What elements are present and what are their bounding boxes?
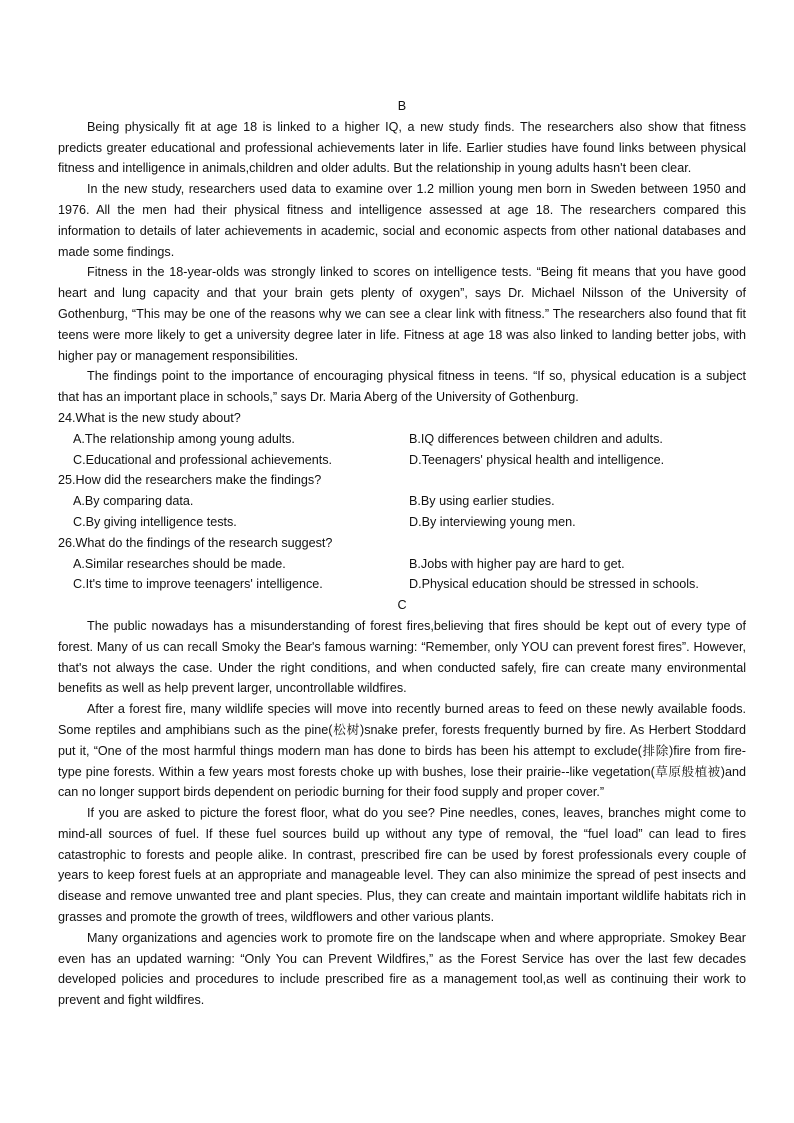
option-c: C.It's time to improve teenagers' intelligence.: [73, 577, 323, 592]
section-b-label: B: [397, 99, 407, 113]
question-options: [58, 429, 746, 471]
option-c: C.By giving intelligence tests.: [73, 514, 237, 529]
option-d: D.By interviewing young men.: [409, 514, 576, 529]
section-c-paragraph-3: If you are asked to picture the forest floor, what do you see? Pine needles, cones, leaves, branches might come to mind-all sources of fuel. If these fuel sources build up without any type of removal, the “fuel load” can lead to fires catastrophic to forests and people alike. In contrast, prescribed fire can be used by forest professionals every couple of years to keep forest fuels at an appropriate and manageable level. They can also minimize the spread of pest insects and disease and remove unwanted tree and plant species. Plus, they can create and maintain important wildlife habitats rich in grasses and promote the growth of trees, wildflowers and other various plants.: [58, 806, 746, 925]
option-c: C.Educational and professional achievements.: [73, 452, 333, 467]
option-d: D.Teenagers' physical health and intelligence.: [409, 452, 665, 467]
option-a: A.The relationship among young adults.: [73, 431, 295, 446]
question-options: [58, 554, 746, 596]
section-c-label: C: [397, 598, 407, 613]
question-stem: 25.How did the researchers make the findings?: [58, 473, 322, 488]
section-c-paragraph-1: The public nowadays has a misunderstanding of forest fires,believing that fires should be kept out of every type of forest. Many of us can recall Smoky the Bear's famous warning: “Remember, only YOU can prevent forest fires”. However, that's not always the case. Under the right conditions, and when conducted safely, fire can create many environmental benefits as well as help prevent larger, uncontrollable wildfires.: [58, 618, 746, 696]
question-stem: 24.What is the new study about?: [58, 410, 241, 425]
question-options: [58, 491, 746, 533]
question-24: [58, 408, 746, 470]
section-b-paragraph-1: Being physically fit at age 18 is linked to a higher IQ, a new study finds. The researchers also show that fitness predicts greater educational and professional achievements later in life. Earlier studies have found links between physical fitness and intelligence in animals,children and older adults. But the relationship in young adults hasn't been clear.: [58, 119, 746, 176]
section-b-paragraph-2: In the new study, researchers used data to examine over 1.2 million young men born in Sweden between 1950 and 1976. All the men had their physical fitness and intelligence assessed at age 18. The researchers compared this information to details of later achievements in academic, social and economic aspects from other national databases and made some findings.: [58, 182, 746, 259]
option-b: B.Jobs with higher pay are hard to get.: [409, 556, 625, 571]
question-26: [58, 533, 746, 595]
section-b-paragraph-4: The findings point to the importance of encouraging physical fitness in teens. “If so, physical education is a subject that has an important place in schools,” says Dr. Maria Aberg of the University of Gothenburg.: [58, 369, 746, 405]
section-b-paragraph-3: Fitness in the 18-year-olds was strongly linked to scores on intelligence tests. “Being fit means that you have good heart and lung capacity and that your brain gets plenty of oxygen”, says Dr. Michael Nilsson of the University of Gothenburg, “This may be one of the reasons why we can see a clear link with fitness.” The researchers also found that fit teens were more likely to get a university degree later in life. Fitness at age 18 was also linked to landing better jobs, with higher pay or management responsibilities.: [58, 265, 746, 363]
question-stem: 26.What do the findings of the research suggest?: [58, 535, 333, 550]
question-25: [58, 470, 746, 532]
section-c-paragraph-4: Many organizations and agencies work to promote fire on the landscape when and where appropriate. Smokey Bear even has an updated warning: “Only You can Prevent Wildfires,” as the Forest Service has over the last few decades developed policies and procedures to include prescribed fire as a management tool,as well as continuing their work to prevent and fight wildfires.: [58, 930, 746, 1008]
option-a: A.By comparing data.: [73, 494, 194, 509]
option-d: D.Physical education should be stressed in schools.: [409, 577, 699, 592]
option-b: B.By using earlier studies.: [409, 494, 555, 509]
exam-page: [58, 96, 746, 1011]
option-a: A.Similar researches should be made.: [73, 556, 286, 571]
option-b: B.IQ differences between children and adults.: [409, 431, 663, 446]
section-c-paragraph-2: After a forest fire, many wildlife species will move into recently burned areas to feed on these newly available foods. Some reptiles and amphibians such as the pine(松树)snake prefer, forests frequently burned by fire. As Herbert Stoddard put it, “One of the most harmful things modern man has done to birds has been his attempt to exclude(排除)fire from fire-type pine forests. Within a few years most forests choke up with bushes, lose their prairie--like vegetation(草原般植被)and can no longer support birds dependent on periodic burning for their food supply and proper cover.”: [58, 702, 746, 800]
